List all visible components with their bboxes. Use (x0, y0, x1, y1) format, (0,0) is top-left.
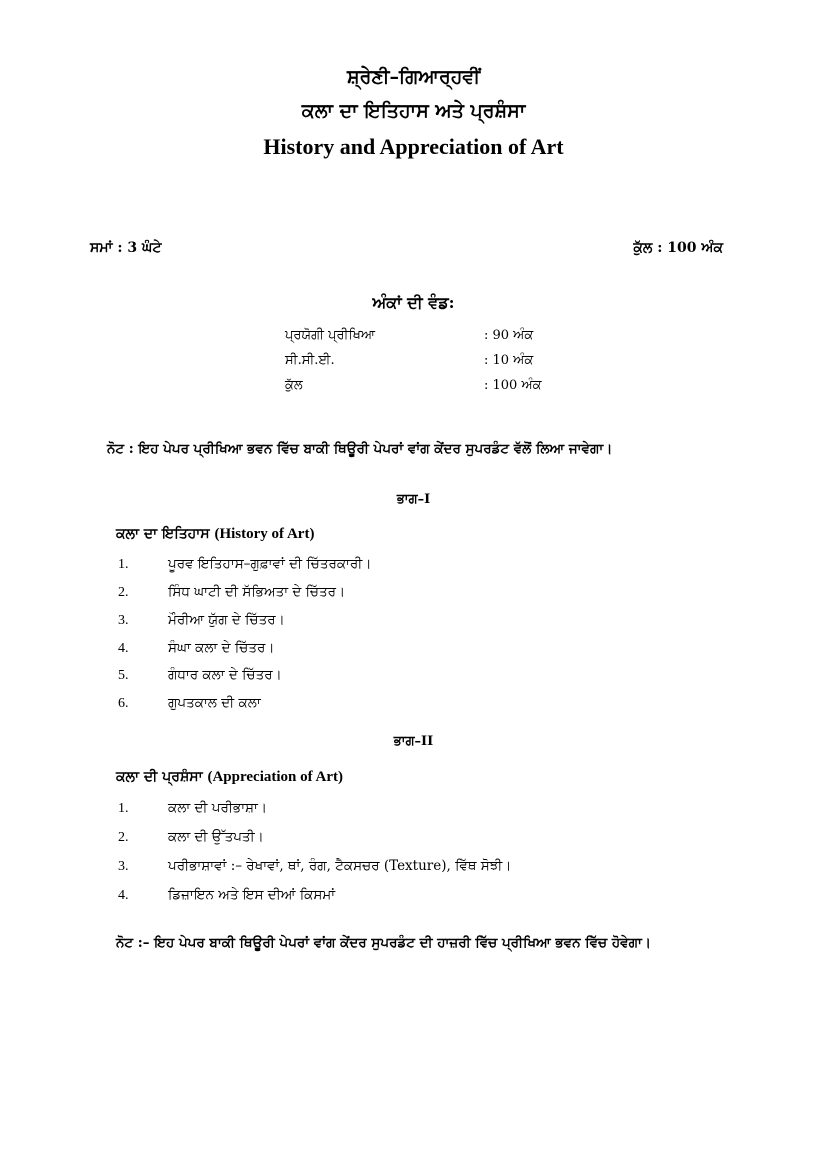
appreciation-item-text: ਪਰੀਭਾਸ਼ਾਵਾਂ :– ਰੇਖਾਵਾਂ, ਥਾਂ, ਰੰਗ, ਟੈਕਸਚਰ (Texture), ਵਿੱਥ ਸੋਝੀ। (168, 858, 512, 874)
subject-title-english: History and Appreciation of Art (263, 134, 564, 159)
appreciation-item-text: ਕਲਾ ਦੀ ਉੱਤਪਤੀ। (168, 829, 264, 845)
part-one-heading: ਭਾਗ–I (396, 492, 431, 507)
history-item-number: 6. (118, 696, 129, 711)
class-heading: ਸ਼੍ਰੇਣੀ–ਗਿਆਰ੍ਹਵੀਂ (346, 66, 481, 88)
section-title-appreciation (116, 769, 343, 786)
history-item-text: ਮੌਰੀਆ ਯੁੱਗ ਦੇ ਚਿੱਤਰ। (168, 612, 285, 628)
history-item-number: 2. (118, 585, 129, 600)
distribution-label-cce: ਸੀ.ਸੀ.ਈ. (285, 353, 335, 368)
distribution-label-practical: ਪ੍ਰਯੋਗੀ ਪ੍ਰੀਖਿਆ (285, 328, 376, 343)
appreciation-item-number: 4. (118, 888, 129, 903)
distribution-value-practical: : 90 ਅੰਕ (484, 328, 534, 343)
history-item-number: 3. (118, 613, 129, 628)
appreciation-item-number: 3. (118, 859, 129, 874)
part-two-heading: ਭਾਗ–II (393, 734, 434, 749)
section-title-appreciation-pa: ਕਲਾ ਦੀ ਪ੍ਰਸ਼ੰਸਾ (116, 769, 203, 785)
history-item-text: ਗੰਧਾਰ ਕਲਾ ਦੇ ਚਿੱਤਰ। (168, 667, 282, 683)
time-duration: ਸਮਾਂ : 3 ਘੰਟੇ (90, 240, 162, 256)
history-item-number: 5. (118, 668, 129, 683)
distribution-label-total: ਕੁੱਲ (285, 378, 303, 393)
appreciation-item-text: ਡਿਜ਼ਾਇਨ ਅਤੇ ਇਸ ਦੀਆਂ ਕਿਸਮਾਂ (168, 887, 336, 903)
appreciation-item-number: 1. (118, 801, 129, 816)
section-title-history-en: (History of Art) (214, 526, 315, 542)
history-item-text: ਸੰਘਾ ਕਲਾ ਦੇ ਚਿੱਤਰ। (168, 640, 275, 656)
marks-distribution-title: ਅੰਕਾਂ ਦੀ ਵੰਡ: (372, 293, 455, 312)
history-item-text: ਸਿੰਧ ਘਾਟੀ ਦੀ ਸੱਭਿਅਤਾ ਦੇ ਚਿੱਤਰ। (168, 584, 346, 600)
note-second: ਨੋਟ :– ਇਹ ਪੇਪਰ ਬਾਕੀ ਥਿਊਰੀ ਪੇਪਰਾਂ ਵਾਂਗ ਕੇਂਦਰ ਸੁਪਰਡੰਟ ਦੀ ਹਾਜ਼ਰੀ ਵਿੱਚ ਪ੍ਰੀਖਿਆ ਭਵਨ ਵਿੱਚ ਹੋਵੇਗਾ। (116, 935, 651, 951)
note-first: ਨੋਟ : ਇਹ ਪੇਪਰ ਪ੍ਰੀਖਿਆ ਭਵਨ ਵਿੱਚ ਬਾਕੀ ਥਿਊਰੀ ਪੇਪਰਾਂ ਵਾਂਗ ਕੇਂਦਰ ਸੁਪਰਡੰਟ ਵੱਲੋਂ ਲਿਆ ਜਾਵੇਗਾ। (107, 441, 613, 457)
appreciation-item-number: 2. (118, 830, 129, 845)
section-title-appreciation-en: (Appreciation of Art) (207, 769, 344, 785)
distribution-value-cce: : 10 ਅੰਕ (484, 353, 534, 368)
section-title-history-pa: ਕਲਾ ਦਾ ਇਤਿਹਾਸ (116, 526, 210, 542)
total-marks: ਕੁੱਲ : 100 ਅੰਕ (633, 240, 723, 256)
history-item-number: 1. (118, 557, 129, 572)
history-item-number: 4. (118, 641, 129, 656)
history-item-text: ਪੂਰਵ ਇਤਿਹਾਸ–ਗੁਫ਼ਾਵਾਂ ਦੀ ਚਿੱਤਰਕਾਰੀ। (168, 556, 372, 572)
history-item-text: ਗੁਪਤਕਾਲ ਦੀ ਕਲਾ (168, 695, 261, 711)
appreciation-item-text: ਕਲਾ ਦੀ ਪਰੀਭਾਸ਼ਾ। (168, 800, 268, 816)
section-title-history (116, 526, 314, 543)
distribution-value-total: : 100 ਅੰਕ (484, 378, 542, 393)
subject-title-punjabi: ਕਲਾ ਦਾ ਇਤਿਹਾਸ ਅਤੇ ਪ੍ਰਸ਼ੰਸਾ (301, 100, 526, 122)
